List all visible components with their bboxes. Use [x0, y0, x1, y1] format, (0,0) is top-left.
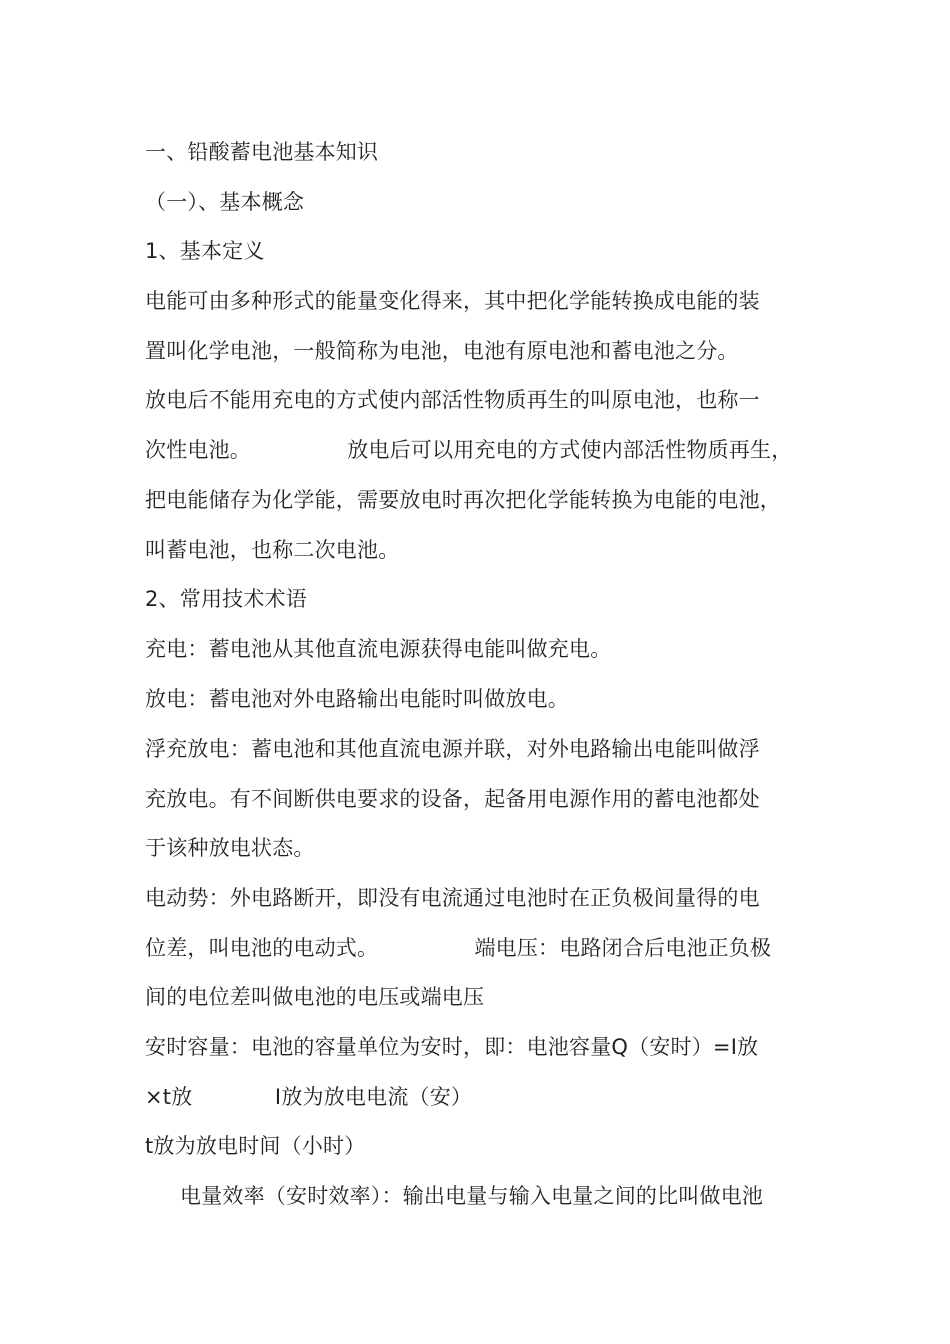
text-line: 把电能储存为化学能，需要放电时再次把化学能转换为电能的电池，: [145, 488, 781, 512]
text-line: 放电后不能用充电的方式使内部活性物质再生的叫原电池，也称一: [145, 388, 760, 412]
text-line: 放电：蓄电池对外电路输出电能时叫做放电。: [145, 687, 569, 711]
text-line: 浮充放电：蓄电池和其他直流电源并联，对外电路输出电能叫做浮: [145, 737, 760, 761]
text-line: 电量效率（安时效率）：输出电量与输入电量之间的比叫做电池: [180, 1184, 764, 1208]
text-line: 次性电池。 放电后可以用充电的方式使内部活性物质再生，: [145, 438, 793, 462]
section-heading: 一、铅酸蓄电池基本知识: [145, 140, 379, 164]
text-line: t放为放电时间（小时）: [145, 1134, 366, 1158]
text-line: 间的电位差叫做电池的电压或端电压: [145, 985, 485, 1009]
text-line: 置叫化学电池，一般简称为电池，电池有原电池和蓄电池之分。: [145, 339, 739, 363]
text-line: 叫蓄电池，也称二次电池。: [145, 538, 400, 562]
text-line: 安时容量：电池的容量单位为安时，即：电池容量Q（安时）=I放: [145, 1035, 759, 1059]
text-line: 电动势：外电路断开，即没有电流通过电池时在正负极间量得的电: [145, 886, 760, 910]
text-line: 位差，叫电池的电动式。 端电压：电路闭合后电池正负极: [145, 936, 772, 960]
item-heading-terms: 2、常用技术术语: [145, 587, 307, 611]
text-line: 充放电。有不间断供电要求的设备，起备用电源作用的蓄电池都处: [145, 787, 760, 811]
text-line: 于该种放电状态。: [145, 836, 315, 860]
text-line: 电能可由多种形式的能量变化得来，其中把化学能转换成电能的装: [145, 289, 760, 313]
item-heading-definition: 1、基本定义: [145, 239, 265, 263]
text-line: 充电：蓄电池从其他直流电源获得电能叫做充电。: [145, 637, 612, 661]
subsection-heading: （一）、基本概念: [145, 190, 305, 214]
text-line: ×t放 I放为放电电流（安）: [145, 1085, 473, 1109]
